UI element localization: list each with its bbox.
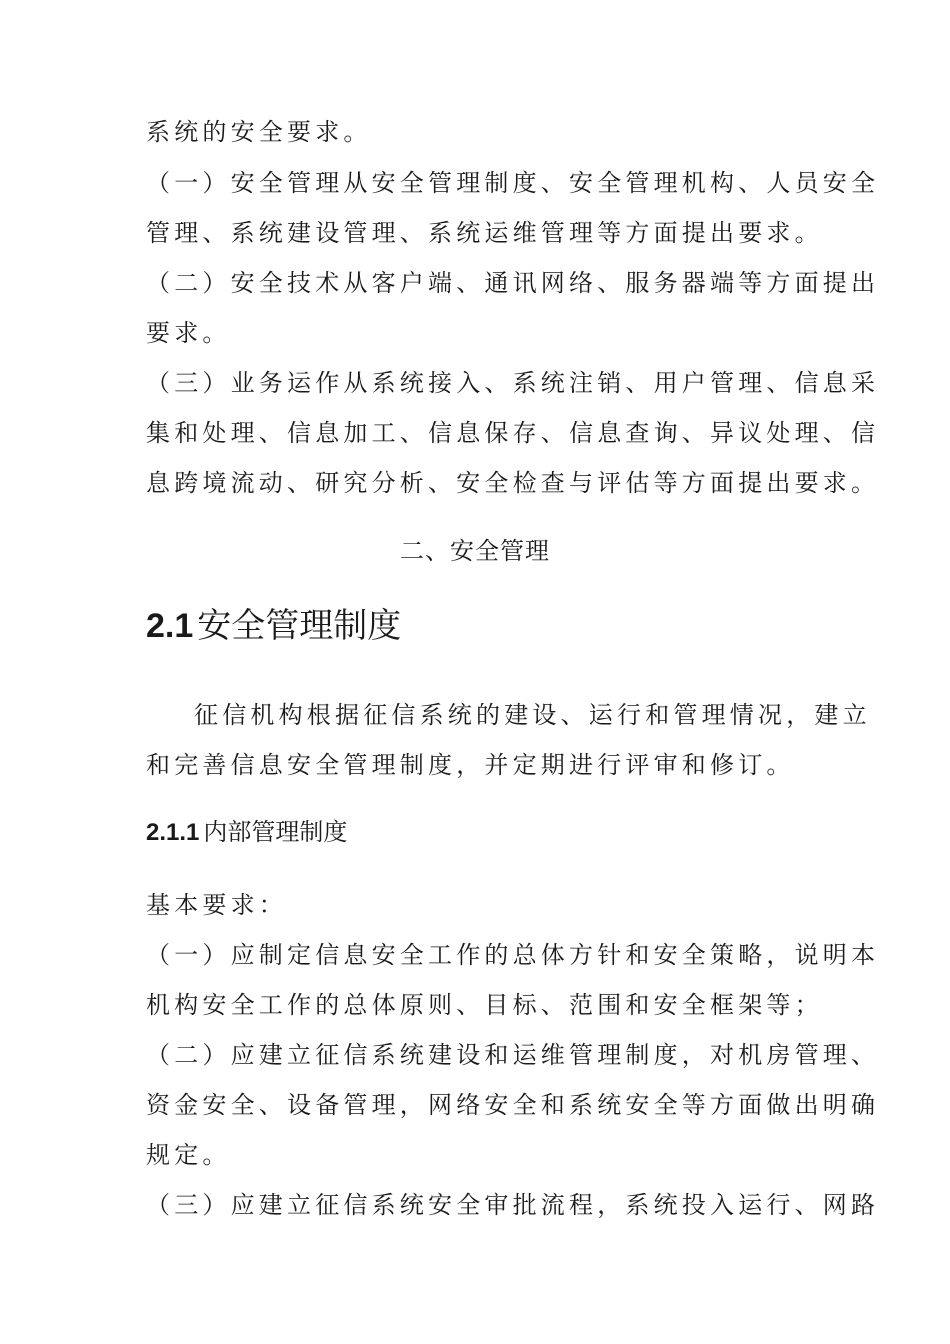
text-line: （一）安全管理从安全管理制度、安全管理机构、人员安全	[146, 169, 880, 197]
section-body-line: 征信机构根据征信系统的建设、运行和管理情况，建立	[194, 701, 871, 729]
subsection-number: 2.1.1	[146, 819, 200, 846]
section-number: 2.1	[146, 607, 194, 645]
text-line: （一）应制定信息安全工作的总体方针和安全策略，说明本	[146, 941, 880, 969]
text-line: 机构安全工作的总体原则、目标、范围和安全框架等；	[146, 991, 823, 1019]
text-line: （二）应建立征信系统建设和运维管理制度，对机房管理、	[146, 1041, 880, 1069]
subsection-heading	[146, 817, 347, 848]
text-line: （二）安全技术从客户端、通讯网络、服务器端等方面提出	[146, 269, 880, 297]
text-line: （三）应建立征信系统安全审批流程，系统投入运行、网路	[146, 1191, 880, 1219]
section-title: 安全管理制度	[197, 606, 402, 646]
section-body-line: 和完善信息安全管理制度，并定期进行评审和修订。	[146, 751, 795, 779]
section-heading	[146, 604, 401, 648]
text-line: 集和处理、信息加工、信息保存、信息查询、异议处理、信	[146, 419, 880, 447]
chapter-title: 二、安全管理	[400, 537, 550, 565]
text-line: （三）业务运作从系统接入、系统注销、用户管理、信息采	[146, 369, 880, 397]
text-line: 规定。	[146, 1141, 231, 1169]
subsection-title: 内部管理制度	[203, 818, 348, 846]
text-line: 要求。	[146, 319, 231, 347]
text-line: 息跨境流动、研究分析、安全检查与评估等方面提出要求。	[146, 469, 880, 497]
text-line: 管理、系统建设管理、系统运维管理等方面提出要求。	[146, 219, 823, 247]
text-line: 基本要求：	[146, 891, 287, 919]
text-line: 系统的安全要求。	[146, 118, 372, 146]
text-line: 资金安全、设备管理，网络安全和系统安全等方面做出明确	[146, 1091, 880, 1119]
